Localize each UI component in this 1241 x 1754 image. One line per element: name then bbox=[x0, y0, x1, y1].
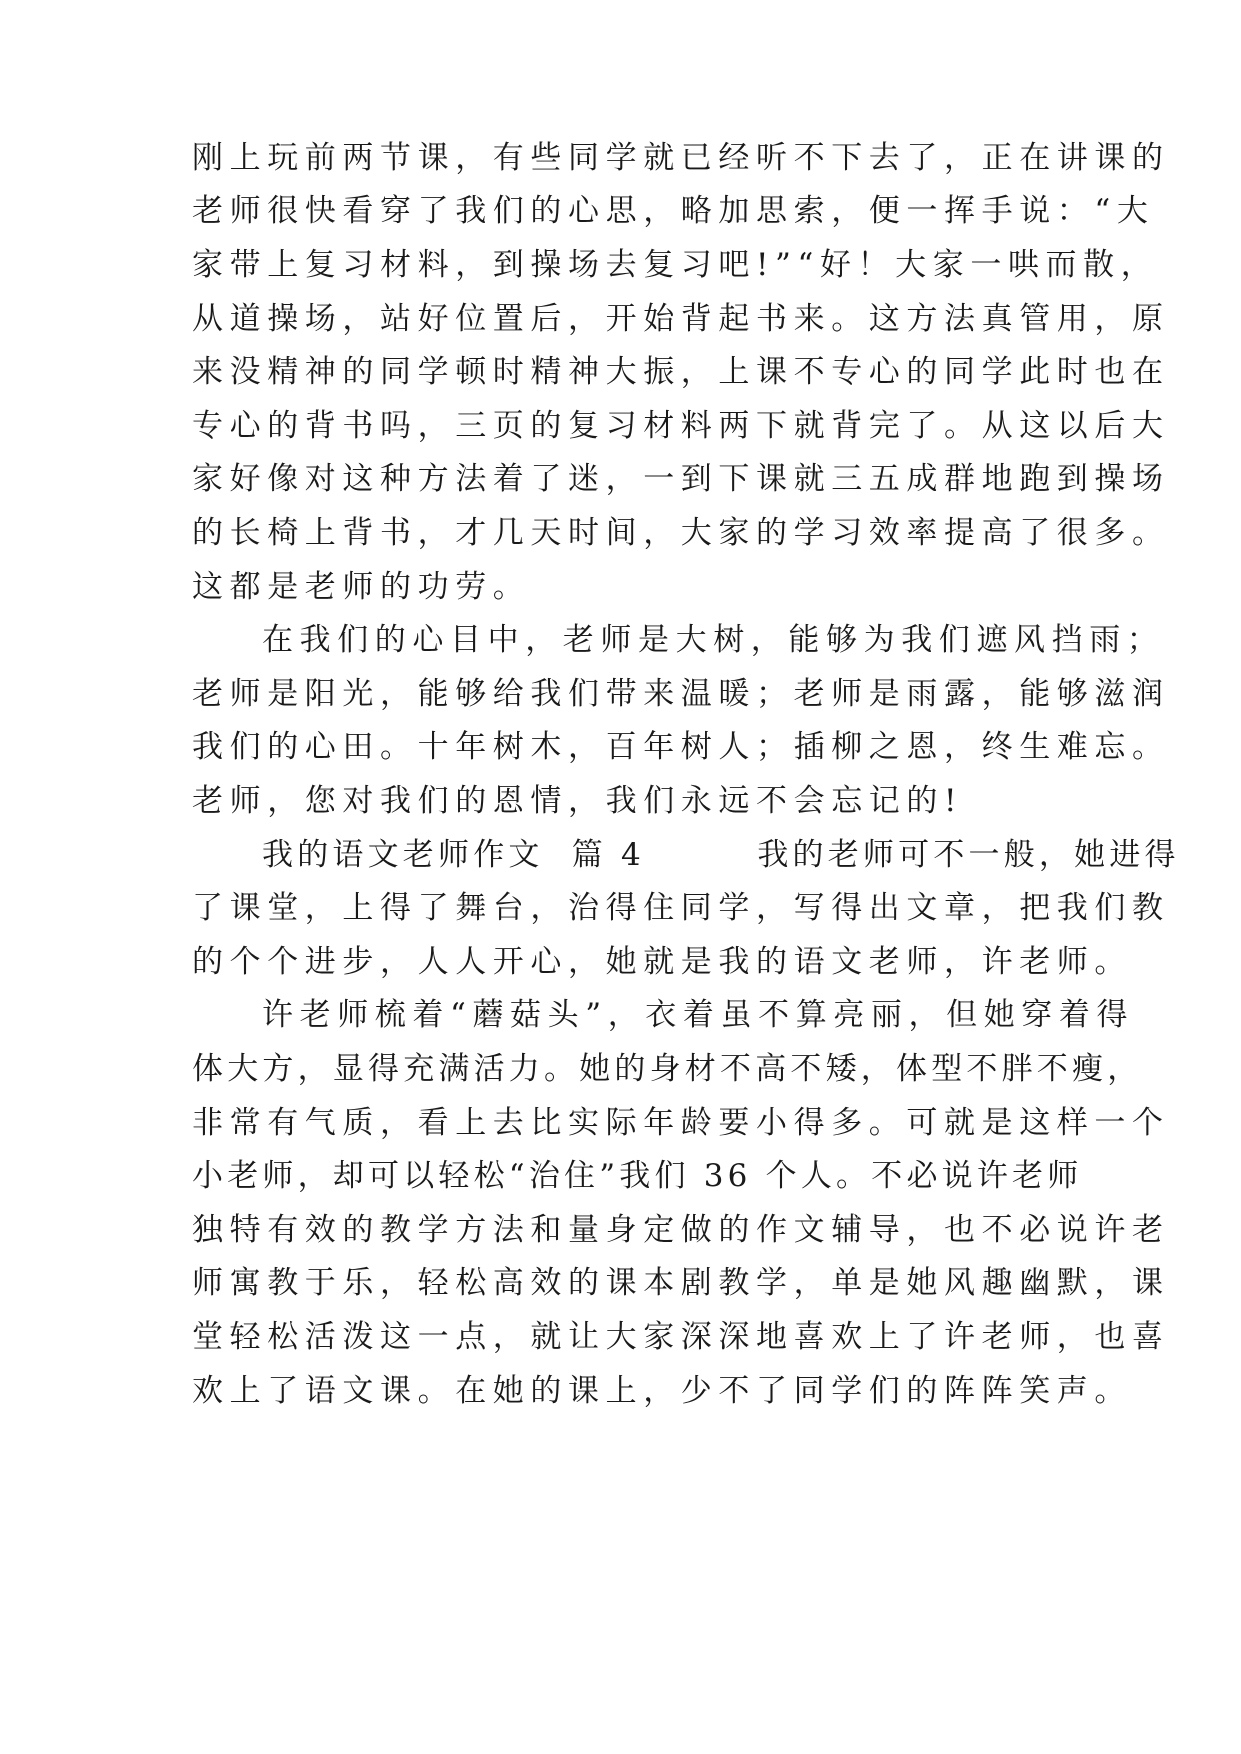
paragraph-start-line: 在我们的心目中，老师是大树，能够为我们遮风挡雨； bbox=[262, 622, 1165, 658]
text-line-7: 家好像对这种方法着了迷，一到下课就三五成群地跑到操场 bbox=[192, 461, 1170, 497]
text-line-20: 小老师，却可以轻松“治住”我们 36 个人。不必说许老师 bbox=[192, 1158, 1083, 1194]
text-line-24: 欢上了语文课。在她的课上，少不了同学们的阵阵笑声。 bbox=[192, 1373, 1132, 1409]
text-line-16: 的个个进步，人人开心，她就是我的语文老师，许老师。 bbox=[192, 944, 1132, 980]
text-line-12: 我们的心田。十年树木，百年树人；插柳之恩，终生难忘。 bbox=[192, 729, 1170, 765]
text-line-18: 体大方，显得充满活力。她的身材不高不矮，体型不胖不瘦， bbox=[192, 1051, 1143, 1087]
text-line-19: 非常有气质，看上去比实际年龄要小得多。可就是这样一个 bbox=[192, 1105, 1170, 1141]
text-line-9: 这都是老师的功劳。 bbox=[192, 569, 531, 605]
text-line-2: 老师很快看穿了我们的心思，略加思索，便一挥手说：“大 bbox=[192, 193, 1155, 229]
text-line-23: 堂轻松活泼这一点，就让大家深深地喜欢上了许老师，也喜 bbox=[192, 1319, 1170, 1355]
text-line-6: 专心的背书吗，三页的复习材料两下就背完了。从这以后大 bbox=[192, 408, 1170, 444]
text-line-8: 的长椅上背书，才几天时间，大家的学习效率提高了很多。 bbox=[192, 515, 1170, 551]
paragraph-start-line: 许老师梳着“蘑菇头”，衣着虽不算亮丽，但她穿着得 bbox=[262, 997, 1135, 1033]
text-line-3: 家带上复习材料，到操场去复习吧!”“好！大家一哄而散， bbox=[192, 247, 1159, 283]
section-heading-line: 我的语文老师作文 篇 4 我的老师可不一般，她进得 bbox=[262, 837, 1180, 873]
text-line-11: 老师是阳光，能够给我们带来温暖；老师是雨露，能够滋润 bbox=[192, 676, 1170, 712]
text-line-15: 了课堂，上得了舞台，治得住同学，写得出文章，把我们教 bbox=[192, 890, 1170, 926]
text-line-13: 老师，您对我们的恩情，我们永远不会忘记的! bbox=[192, 783, 964, 819]
text-line-21: 独特有效的教学方法和量身定做的作文辅导，也不必说许老 bbox=[192, 1212, 1170, 1248]
text-line-1: 刚上玩前两节课，有些同学就已经听不下去了，正在讲课的 bbox=[192, 140, 1170, 176]
text-line-22: 师寓教于乐，轻松高效的课本剧教学，单是她风趣幽默，课 bbox=[192, 1265, 1170, 1301]
text-line-4: 从道操场，站好位置后，开始背起书来。这方法真管用，原 bbox=[192, 301, 1170, 337]
text-line-5: 来没精神的同学顿时精神大振，上课不专心的同学此时也在 bbox=[192, 354, 1170, 390]
